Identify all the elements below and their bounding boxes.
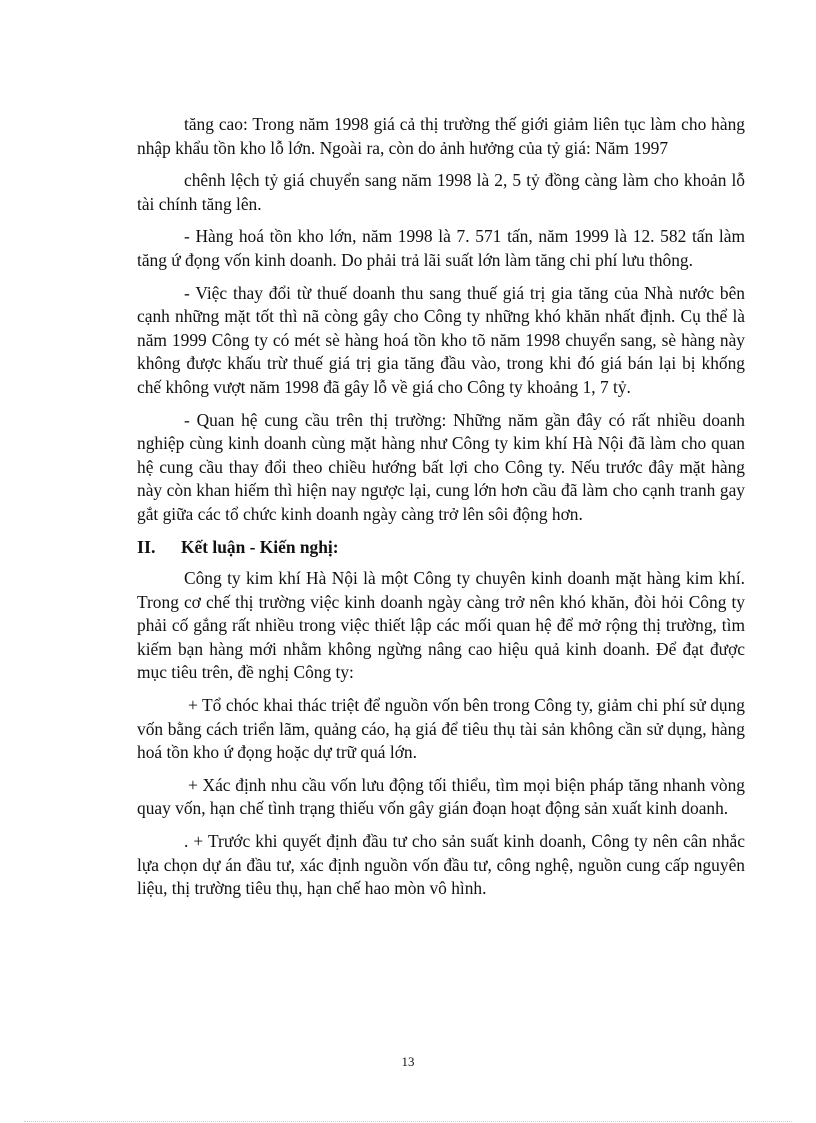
recommendation-item: + Tổ chóc khai thác triệt để nguồn vốn bên trong Công ty, giảm chi phí sử dụng vốn bằng cách triển lãm, quảng cáo, hạ giá để tiêu thụ tài sản không cần sử dụng, hàng hoá tồn kho ứ đọng hoặc dự trữ quá lớn. — [137, 695, 745, 763]
recommendation-item: . + Trước khi quyết định đầu tư cho sản suất kinh doanh, Công ty nên cân nhắc lựa chọn dự án đầu tư, xác định nguồn vốn đầu tư, công nghệ, nguồn cung cấp nguyên liệu, thị trường tiêu thụ, hạn chế hao mòn vô hình. — [137, 831, 745, 899]
page-number: 13 — [401, 1054, 415, 1069]
section-heading — [137, 536, 745, 560]
paragraph-exchange-rate: chênh lệch tỷ giá chuyển sang năm 1998 là 2, 5 tỷ đồng càng làm cho khoản lỗ tài chính tăng lên. — [137, 170, 745, 214]
section-title: Kết luận - Kiến nghị: — [181, 536, 339, 557]
page-bottom-divider — [24, 1121, 792, 1122]
section-number: II. — [137, 536, 156, 557]
recommendation-item: + Xác định nhu cầu vốn lưu động tối thiểu, tìm mọi biện pháp tăng nhanh vòng quay vốn, hạn chế tình trạng thiếu vốn gây gián đoạn hoạt động sản xuất kinh doanh. — [137, 774, 745, 819]
paragraph-supply-demand: - Quan hệ cung cầu trên thị trường: Những năm gần đây có rất nhiều doanh nghiệp cùng kinh doanh cùng mặt hàng như Công ty kim khí Hà Nội đã làm cho quan hệ cung cầu thay đổi theo chiều hướng bất lợi cho Công ty. Nếu trước đây mặt hàng này còn khan hiếm thì hiện nay ngược lại, cung lớn hơn cầu đã làm cho cạnh tranh gay gắt giữa các tổ chức kinh doanh ngày càng trở lên sôi động hơn. — [137, 409, 745, 524]
paragraph-inventory: - Hàng hoá tồn kho lớn, năm 1998 là 7. 571 tấn, năm 1999 là 12. 582 tấn làm tăng ứ đọng vốn kinh doanh. Do phải trả lãi suất lớn làm tăng chi phí lưu thông. — [137, 226, 745, 270]
paragraph-price-decline: tăng cao: Trong năm 1998 giá cả thị trường thế giới giảm liên tục làm cho hàng nhập khẩu tồn kho lỗ lớn. Ngoài ra, còn do ảnh hưởng của tỷ giá: Năm 1997 — [137, 114, 745, 158]
page-content — [137, 113, 745, 910]
paragraph-vat-change: - Việc thay đổi từ thuế doanh thu sang thuế giá trị gia tăng của Nhà nước bên cạnh những mặt tốt thì nã còng gây cho Công ty những khó khăn nhất định. Cụ thể là năm 1999 Công ty có mét sè hàng hoá tồn kho tõ năm 1998 chuyển sang, sè hàng này không được khấu trừ thuế giá trị gia tăng đầu vào, trong khi đó giá bán lại bị khống chế không vượt năm 1998 đã gây lỗ về giá cho Công ty khoảng 1, 7 tỷ. — [137, 282, 745, 397]
paragraph-conclusion-intro: Công ty kim khí Hà Nội là một Công ty chuyên kinh doanh mặt hàng kim khí. Trong cơ chế thị trường việc kinh doanh ngày càng trở nên khó khăn, đòi hỏi Công ty phải cố gắng rất nhiều trong việc thiết lập các mối quan hệ để mở rộng thị trường, tìm kiếm bạn hàng mới nhằm không ngừng nâng cao hiệu quả kinh doanh. Để đạt được mục tiêu trên, đề nghị Công ty: — [137, 568, 745, 683]
